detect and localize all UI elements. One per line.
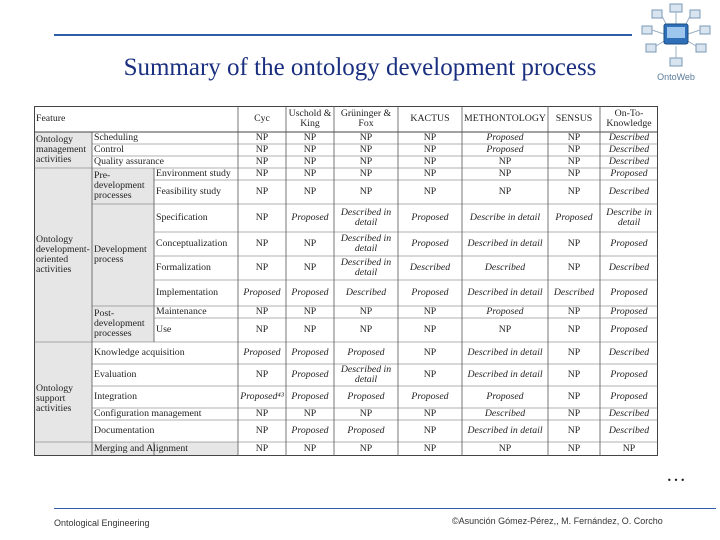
table-cell: NP [567, 132, 581, 143]
table-cell: NP [567, 144, 581, 155]
table-cell: NP [622, 443, 636, 454]
header-cell: Grüninger & Fox [340, 108, 392, 129]
table-cell: NP [303, 324, 317, 335]
table-cell: Proposed [486, 144, 524, 155]
table-cell: NP [255, 186, 269, 197]
table-cell: Proposed [610, 168, 648, 179]
table-cell: NP [359, 144, 373, 155]
table-cell: Described [608, 347, 650, 358]
table-cell: NP [423, 425, 437, 436]
ontoweb-logo [636, 2, 716, 92]
table-cell: NP [255, 212, 269, 223]
table-cell: NP [255, 262, 269, 273]
table-cell: Described in detail [467, 425, 543, 436]
table-cell: NP [423, 156, 437, 167]
table-cell: NP [255, 443, 269, 454]
table-cell: NP [255, 132, 269, 143]
summary-table [34, 106, 658, 468]
table-cell: NP [255, 369, 269, 380]
activity-label: Maintenance [156, 306, 207, 317]
table-cell: NP [567, 347, 581, 358]
top-rule [54, 34, 632, 36]
table-cell: NP [567, 262, 581, 273]
table-cell: NP [303, 262, 317, 273]
subgroup-label: Development process [94, 244, 147, 265]
table-cell: Described in detail [467, 287, 543, 298]
table-cell: NP [567, 324, 581, 335]
table-cell: NP [255, 425, 269, 436]
activity-label: Quality assurance [94, 156, 164, 167]
table-cell: NP [359, 443, 373, 454]
table-cell: Proposed [347, 391, 385, 402]
table-cell: NP [255, 408, 269, 419]
table-cell: Proposed [243, 287, 281, 298]
table-cell: NP [567, 156, 581, 167]
table-cell: NP [359, 408, 373, 419]
table-cell: Proposed [291, 369, 329, 380]
table-cell: NP [423, 306, 437, 317]
table-cell: Described in detail [340, 233, 392, 254]
header-cell: SENSUS [555, 113, 593, 124]
table-cell: Proposed [291, 287, 329, 298]
activity-label: Use [156, 324, 172, 335]
table-cell: Described [608, 425, 650, 436]
table-cell: Described [484, 262, 526, 273]
table-cell: Described [553, 287, 595, 298]
activity-label: Implementation [156, 287, 219, 298]
table-cell: NP [567, 443, 581, 454]
table-cell: Proposed [291, 425, 329, 436]
table-cell: Described [608, 132, 650, 143]
table-cell: NP [567, 186, 581, 197]
table-cell: Proposed [486, 391, 524, 402]
table-cell: Proposed [291, 391, 329, 402]
ellipsis: … [666, 464, 686, 486]
table-cell: Proposed [486, 306, 524, 317]
header-cell: Uschold & King [288, 108, 332, 129]
table-cell: NP [303, 168, 317, 179]
activity-label: Formalization [156, 262, 211, 273]
subgroup-label: Post-development processes [94, 308, 145, 339]
table-cell: Proposed [610, 369, 648, 380]
table-cell: Described [608, 408, 650, 419]
table-cell: Proposed [291, 212, 329, 223]
group-label: Ontology management activities [36, 134, 87, 165]
footer-left: Ontological Engineering [54, 518, 150, 528]
activity-label: Integration [94, 391, 137, 402]
table-cell: NP [303, 443, 317, 454]
table-cell: Described [608, 186, 650, 197]
table-cell: Proposed [291, 347, 329, 358]
table-cell: NP [567, 238, 581, 249]
activity-label: Feasibility study [156, 186, 222, 197]
header-cell: Cyc [254, 113, 270, 124]
bottom-rule [54, 508, 716, 509]
table-cell: Describe in detail [606, 207, 652, 228]
activity-label: Merging and Alignment [94, 443, 188, 454]
table-cell: Described [608, 262, 650, 273]
table-cell: NP [567, 391, 581, 402]
activity-label: Conceptualization [156, 238, 228, 249]
table-cell: Described [608, 144, 650, 155]
table-cell: Described in detail [340, 364, 392, 385]
table-cell: Described [409, 262, 451, 273]
table-cell: Proposed [610, 324, 648, 335]
table-cell: Described [484, 408, 526, 419]
table-cell: NP [567, 306, 581, 317]
network-icon [636, 2, 716, 74]
table-cell: NP [498, 324, 512, 335]
table-cell: NP [498, 186, 512, 197]
table-cell: NP [423, 369, 437, 380]
table-cell: Described [608, 156, 650, 167]
table-cell: NP [359, 156, 373, 167]
activity-label: Configuration management [94, 408, 202, 419]
table-cell: NP [423, 408, 437, 419]
table-cell: NP [567, 369, 581, 380]
table-cell: Proposed [411, 287, 449, 298]
slide-title: Summary of the ontology development process [123, 54, 597, 81]
table-cell: Described [345, 287, 387, 298]
table-cell: NP [359, 132, 373, 143]
table-cell: Proposed [610, 238, 648, 249]
activity-label: Control [94, 144, 124, 155]
table-cell: NP [498, 156, 512, 167]
table-cell: NP [255, 168, 269, 179]
header-cell: KACTUS [410, 113, 450, 124]
group-label: Ontology support activities [36, 383, 74, 414]
table-cell: NP [423, 186, 437, 197]
table-cell: NP [303, 306, 317, 317]
footer-right: ©Asunción Gómez-Pérez,, M. Fernández, O. Corcho [452, 516, 663, 526]
table-cell: Proposed [411, 238, 449, 249]
table-cell: NP [255, 156, 269, 167]
table-cell: Proposed [347, 425, 385, 436]
table-cell: NP [498, 443, 512, 454]
table-cell: NP [423, 324, 437, 335]
header-cell: Feature [36, 113, 66, 124]
activity-label: Knowledge acquisition [94, 347, 185, 358]
table-cell: Proposed [610, 391, 648, 402]
table-cell: NP [423, 144, 437, 155]
table-cell: NP [359, 186, 373, 197]
table-cell: NP [255, 324, 269, 335]
table-cell: Described in detail [467, 347, 543, 358]
table-cell: Proposed [486, 132, 524, 143]
table-cell: Proposed [610, 306, 648, 317]
table-cell: NP [498, 168, 512, 179]
activity-label: Environment study [156, 168, 231, 179]
table-cell: Proposed [610, 287, 648, 298]
group-label: Ontology development-oriented activities [36, 234, 90, 275]
header-cell: On-To-Knowledge [606, 108, 652, 129]
table-cell: NP [567, 168, 581, 179]
table-cell: NP [423, 443, 437, 454]
activity-label: Scheduling [94, 132, 139, 143]
table-cell: NP [567, 425, 581, 436]
table-cell: Describe in detail [469, 212, 541, 223]
table-cell: NP [359, 168, 373, 179]
logo-text: OntoWeb [657, 72, 695, 82]
table-cell: Proposed [411, 212, 449, 223]
table-cell: NP [359, 324, 373, 335]
table-cell: Proposed [347, 347, 385, 358]
table-cell: Described in detail [340, 207, 392, 228]
table-cell: NP [423, 347, 437, 358]
table-cell: Proposed [243, 347, 281, 358]
table-cell: NP [255, 238, 269, 249]
table-cell: NP [567, 408, 581, 419]
table-cell: Proposed [411, 391, 449, 402]
table-cell: NP [255, 306, 269, 317]
table-cell: NP [303, 132, 317, 143]
table-cell: Proposed [555, 212, 593, 223]
table-cell: NP [423, 168, 437, 179]
table-cell: Described in detail [467, 238, 543, 249]
activity-label: Specification [156, 212, 208, 223]
table-cell: Proposed⁴³ [240, 391, 284, 402]
table-cell: NP [303, 144, 317, 155]
table-cell: NP [423, 132, 437, 143]
table-cell: NP [303, 186, 317, 197]
table-cell: NP [303, 238, 317, 249]
table-cell: NP [359, 306, 373, 317]
table-cell: NP [303, 408, 317, 419]
table-cell: NP [255, 144, 269, 155]
header-cell: METHONTOLOGY [464, 113, 546, 124]
activity-label: Documentation [94, 425, 155, 436]
table-cell: NP [303, 156, 317, 167]
table-cell: Described in detail [467, 369, 543, 380]
activity-label: Evaluation [94, 369, 137, 380]
subgroup-label: Pre-development processes [94, 170, 145, 201]
table-cell: Described in detail [340, 257, 392, 278]
